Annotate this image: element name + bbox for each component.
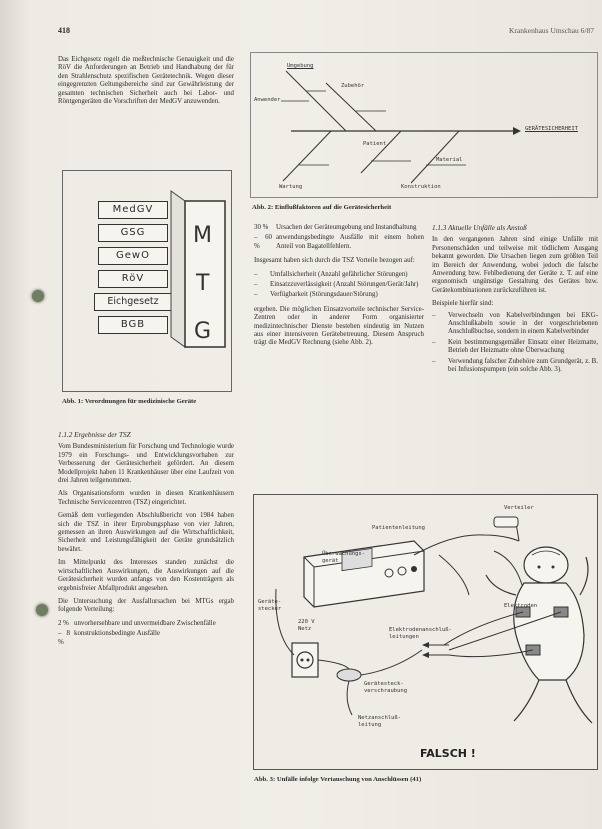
- list-text: Kein bestimmungsgemäßer Einsatz einer Heizmatte, Betrieb der Heizmatte ohne Überwachung: [448, 338, 598, 355]
- fishbone-label-patient: Patient: [363, 141, 387, 147]
- section-heading: 1.1.3 Aktuelle Unfälle als Anstoß: [432, 224, 527, 232]
- middle-column: [254, 224, 424, 353]
- paragraph: In den vergangenen Jahren sind einige Unfälle mit Personenschäden und teilweise mit tödlichem Ausgang bekannt geworden. Die Ursachen liegen zum größten Teil im Bereich der Anwendung, wobei jedoch die falsche Anwendung bzw. Fehlbedienung der Geräte z. T. auf eine ergonomisch ungünstige Gestaltung des Gerätes bzw. Gerätekombinationen zurückzuführen ist.: [432, 236, 598, 294]
- label-elektrodenanschluss: Elektrodenanschluß-leitungen: [389, 627, 452, 640]
- law-box: Eichgesetz: [94, 293, 172, 311]
- figure-1: [62, 170, 232, 392]
- section-heading: 1.1.2 Ergebnisse der TSZ: [58, 431, 131, 439]
- list-text: Verwechseln von Kabelverbindungen bei EKG-Anschlußkabeln sowie in der vorgeschriebenen Anschlußbuchse, sondern in einem Kabelverbinder: [448, 311, 598, 336]
- list-dash: –: [432, 311, 436, 319]
- punch-hole: [36, 604, 48, 616]
- list-text: unvorhersehbare und unvermeidbare Zwischenfälle: [74, 619, 216, 627]
- left-column: [58, 56, 234, 111]
- fishbone-label-zubehoer: Zubehör: [341, 83, 365, 89]
- list-item: [432, 339, 598, 356]
- list-dash: –: [254, 270, 258, 278]
- paragraph: Insgesamt haben sich durch die TSZ Vorteile bezogen auf:: [254, 257, 415, 265]
- falsch-label: FALSCH !: [420, 747, 476, 760]
- list-item: [432, 358, 598, 375]
- label-patientenleitung: Patientenleitung: [372, 525, 425, 531]
- punch-hole: [32, 290, 44, 302]
- list-text: Verfügbarkeit (Störungsdauer/Störung): [270, 291, 378, 299]
- mtg-letter: T: [196, 271, 210, 296]
- paragraph: Die Untersuchung der Ausfallursachen bei MTGs ergab folgende Verteilung:: [58, 597, 234, 614]
- list-item: [254, 281, 424, 289]
- label-verteiler: Verteiler: [504, 505, 534, 511]
- list-item: [254, 291, 424, 299]
- list-text: Verwendung falscher Zubehöre zum Grundgerät, z. B. bei Infusionspumpen (ein solche Abb. 3).: [448, 357, 598, 374]
- law-box: MedGV: [98, 201, 168, 219]
- list-dash: –: [254, 291, 258, 299]
- figure-3-caption: Abb. 3: Unfälle infolge Vertauschung von Anschlüssen (41): [254, 776, 422, 783]
- list-text: Einsatzzuverlässigkeit (Anzahl Störungen/Gerät/Jahr): [270, 281, 419, 289]
- list-mark: – 60 %: [254, 234, 272, 250]
- page-number: 418: [58, 26, 70, 35]
- mtg-letter: M: [193, 223, 212, 248]
- list-mark: 30 %: [254, 224, 269, 231]
- law-box: RöV: [98, 270, 168, 288]
- paragraph: Beispiele hierfür sind:: [432, 300, 494, 308]
- label-ueberwachungsgeraet: Überwachungs-gerät: [322, 551, 366, 564]
- list-dash: –: [432, 357, 436, 365]
- label-geraeteverschraubung: Gerätesteck-verschraubung: [364, 681, 408, 694]
- fishbone-label-anwender: Anwender: [254, 97, 281, 103]
- label-elektroden: Elektroden: [504, 603, 538, 609]
- figure-2-caption: Abb. 2: Einflußfaktoren auf die Gerätesicherheit: [252, 204, 392, 211]
- list-dash: –: [432, 338, 436, 346]
- paragraph: Als Organisationsform wurden in diesen Krankenhäusern Technische Servicezentren (TSZ) eingerichtet.: [58, 490, 234, 506]
- fishbone-label-material: Material: [436, 157, 463, 163]
- label-geraetestecker: Geräte-stecker: [258, 599, 282, 612]
- paragraph: Vom Bundesministerium für Forschung und Technologie wurde 1979 ein Forschungs- und Entwicklungsvorhaben zur Verbesserung der Gerätesicherheit gefördert. An diesem Modellprojekt haben 11 Krankenhäuser über eine Laufzeit von drei Jahren teilgenommen.: [58, 443, 234, 485]
- list-text: Umfallsicherheit (Anzahl gefährlicher Störungen): [270, 270, 408, 278]
- intro-paragraph: Das Eichgesetz regelt die meßtechnische Genauigkeit und die RöV die Anforderungen an Betrieb und Handhabung der für den Strahlenschutz spezifischen Gerätetechnik. Wegen dieser eingegrenzten Geltungsbereiche sind zur Gewährleistung der gesamten technischen Sicherheit auch bei Labor- und Röntgengeräten die Vorschriften der MedGV anzuwenden.: [58, 56, 234, 106]
- running-title: Krankenhaus Umschau 6/87: [509, 26, 594, 35]
- list-dash: –: [254, 281, 258, 289]
- law-box: GewO: [98, 247, 168, 265]
- paragraph: ergeben. Die möglichen Einsatzvorteile technischer Service-Zentren oder in anderer Form organisierter medizintechnischer Dienste bestehen eindeutig im Nutzen aus einer intensiveren Gerätebetreuung. Diesem Anspruch trägt die MedGV Rechnung (siehe Abb. 2).: [254, 305, 424, 347]
- list-item: [58, 630, 234, 647]
- list-item: [254, 224, 424, 232]
- list-item: [254, 234, 424, 251]
- list-item: [432, 312, 598, 337]
- fishbone-label-wartung: Wartung: [279, 184, 303, 190]
- figure-2: [250, 52, 598, 198]
- figure-1-caption: Abb. 1: Verordnungen für medizinische Geräte: [62, 398, 197, 405]
- right-column: [432, 224, 598, 377]
- figure-3: [253, 494, 598, 770]
- list-mark: – 8 %: [58, 630, 70, 646]
- fishbone-label-konstruktion: Konstruktion: [401, 184, 441, 190]
- label-voltage: 220 V Netz: [298, 619, 315, 632]
- paragraph: Im Mittelpunkt des Interesses standen zunächst die wirtschaftlichen Auswirkungen, die Auswirkungen auf die Gerätesicherheit wurden anfangs von den Kostenträgern als ergebnisfreier Abfallprodukt angesehen.: [58, 559, 234, 592]
- list-item: [254, 271, 424, 279]
- list-text: konstruktionsbedingte Ausfälle: [74, 630, 160, 638]
- fishbone-effect: GERÄTESICHERHEIT: [525, 126, 578, 132]
- law-box: BGB: [98, 316, 168, 334]
- list-text: Ursachen der Geräteumgebung und Instandhaltung: [276, 224, 417, 231]
- list-item: [58, 620, 234, 628]
- fishbone-label-umgebung: Umgebung: [287, 63, 314, 69]
- list-text: anwendungsbedingte Ausfälle mit einem hohen Anteil von Bagatellfehlern.: [276, 234, 424, 250]
- list-mark: 2 %: [58, 619, 69, 627]
- label-netzanschluss: Netzanschluß-leitung: [358, 715, 402, 728]
- law-box: GSG: [98, 224, 168, 242]
- paragraph: Gemäß dem vorliegenden Abschlußbericht von 1984 haben sich die TSZ in ihrer Erprobungsphase von vier Jahren, gemessen an ihren Auswirkungen auf die Wirtschaftlichkeit, Sicherheit und Leistungsfähigkeit der Geräte grundsätzlich bewährt.: [58, 512, 234, 553]
- left-column-lower: [58, 425, 234, 649]
- mtg-letter: G: [194, 319, 212, 344]
